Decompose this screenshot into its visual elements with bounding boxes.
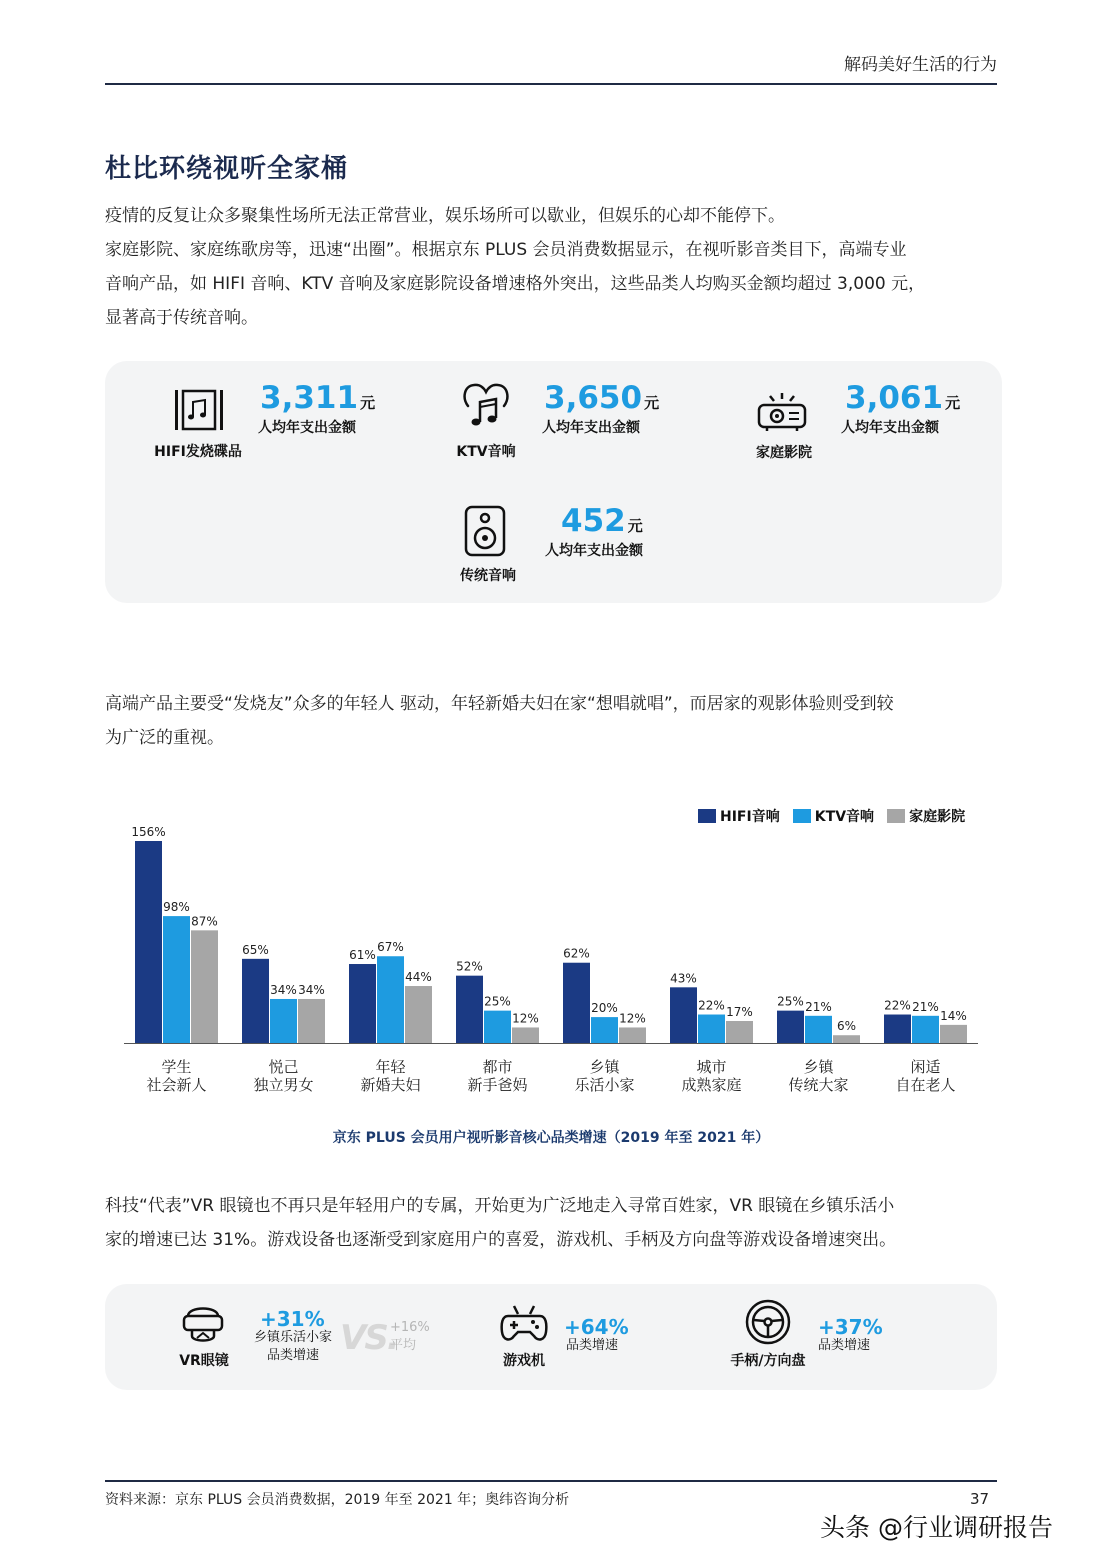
bar (912, 1016, 939, 1043)
vr-paragraph (105, 1189, 1005, 1257)
category-label: 年轻 (375, 1058, 406, 1076)
console-growth-desc: 品类增速 (566, 1338, 619, 1353)
data-label: 67% (377, 940, 404, 955)
data-label: 61% (349, 948, 376, 963)
intro-line: 音响产品，如 HIFI 音响、KTV 音响及家庭影院设备增速格外突出，这些品类人均购买金额均超过 3,000 元， (105, 274, 926, 294)
data-label: 156% (131, 825, 166, 839)
stat-label-hifi: HIFI发烧碟品 (154, 444, 242, 460)
bar (805, 1016, 832, 1043)
wheel-growth-value: +37% (818, 1315, 883, 1339)
data-label: 14% (940, 1008, 967, 1023)
data-label: 34% (270, 982, 297, 997)
bar (833, 1035, 860, 1043)
wheel-label: 手柄/方向盘 (730, 1353, 806, 1369)
legend-label-hifi: HIFI音响 (720, 808, 780, 825)
intro-line: 疫情的反复让众多聚集性场所无法正常营业，娱乐场所可以歇业，但娱乐的心却不能停下。 (105, 206, 785, 226)
data-label: 34% (298, 982, 325, 997)
data-label: 17% (726, 1004, 753, 1019)
data-label: 52% (456, 959, 483, 974)
data-label: 20% (591, 1001, 618, 1016)
data-label: 12% (619, 1011, 646, 1026)
wheel-growth-desc: 品类增速 (818, 1338, 871, 1353)
bar (512, 1027, 539, 1043)
bar (591, 1017, 618, 1043)
bar (726, 1021, 753, 1043)
stat-value-speaker: 452 元 (561, 503, 643, 539)
music-disc-icon (172, 388, 226, 436)
data-label: 43% (670, 971, 697, 986)
category-label: 悦己 (268, 1058, 299, 1076)
bar (884, 1015, 911, 1043)
watermark: 头条 @行业调研报告 (820, 1513, 1053, 1542)
console-growth-value: +64% (564, 1315, 629, 1339)
category-label: 闲适 (910, 1058, 941, 1076)
bar (940, 1025, 967, 1043)
bar (135, 841, 162, 1043)
data-label: 98% (163, 900, 190, 915)
vr-growth-desc (248, 1329, 338, 1365)
vs-mark: VS. (340, 1318, 398, 1358)
growth-bar-chart (0, 800, 1102, 1100)
vr-growth-value: +31% (260, 1307, 325, 1331)
bar (163, 916, 190, 1043)
bar (484, 1011, 511, 1043)
bar (456, 976, 483, 1043)
data-label: 22% (698, 998, 725, 1013)
data-label: 62% (563, 946, 590, 961)
steering-wheel-icon (744, 1298, 792, 1350)
bar (349, 964, 376, 1043)
data-label: 12% (512, 1011, 539, 1026)
bar (670, 987, 697, 1043)
vr-label: VR眼镜 (179, 1353, 229, 1369)
category-label: 新手爸妈 (467, 1076, 528, 1094)
vr-line: 科技“代表”VR 眼镜也不再只是年轻用户的专属，开始更为广泛地走入寻常百姓家，VR 眼镜在乡镇乐活小 (105, 1196, 895, 1216)
heart-music-note-icon (460, 382, 512, 436)
category-label: 乡镇 (589, 1058, 620, 1076)
category-label: 都市 (482, 1058, 513, 1076)
data-label: 6% (836, 1019, 857, 1034)
bar (242, 959, 269, 1043)
vr-headset-icon (180, 1300, 226, 1350)
intro-line: 家庭影院、家庭练歌房等，迅速“出圈”。根据京东 PLUS 会员消费数据显示，在视听影音类目下，高端专业 (105, 240, 907, 260)
vr-line: 家的增速已达 31%。游戏设备也逐渐受到家庭用户的喜爱，游戏机、手柄及方向盘等游戏设备增速突出。 (105, 1230, 897, 1250)
data-label: 21% (805, 999, 832, 1014)
driver-paragraph (105, 687, 1005, 755)
intro-paragraph (105, 199, 1005, 335)
bar (777, 1011, 804, 1043)
average-growth (390, 1319, 430, 1355)
data-label: 21% (912, 999, 939, 1014)
average-label: 平均 (390, 1338, 417, 1353)
stat-sub-ktv: 人均年支出金额 (542, 420, 640, 436)
chart-caption: 京东 PLUS 会员用户视听影音核心品类增速（2019 年至 2021 年） (332, 1130, 770, 1146)
intro-line: 显著高于传统音响。 (105, 308, 258, 328)
data-label: 87% (191, 914, 218, 929)
speaker-icon (464, 505, 506, 561)
stat-label-speaker: 传统音响 (460, 568, 516, 584)
category-label: 独立男女 (253, 1076, 314, 1094)
driver-line: 为广泛的重视。 (105, 728, 224, 748)
source-note: 资料来源：京东 PLUS 会员消费数据，2019 年至 2021 年；奥纬咨询分析 (105, 1492, 570, 1508)
data-label: 22% (884, 998, 911, 1013)
vr-desc-line: 品类增速 (266, 1348, 319, 1363)
category-label: 成熟家庭 (681, 1076, 742, 1094)
projector-icon (755, 391, 809, 439)
vr-desc-line: 乡镇乐活小家 (253, 1330, 332, 1345)
stat-value-hifi: 3,311 元 (260, 380, 376, 416)
legend-label-theater: 家庭影院 (909, 808, 966, 825)
stat-label-theater: 家庭影院 (756, 445, 812, 461)
data-label: 25% (484, 994, 511, 1009)
section-title: 杜比环绕视听全家桶 (105, 154, 349, 184)
category-label: 社会新人 (146, 1076, 207, 1094)
page-number: 37 (970, 1490, 990, 1508)
category-label: 新婚夫妇 (360, 1076, 421, 1094)
gamepad-icon (500, 1302, 548, 1350)
bar (405, 986, 432, 1043)
category-label: 乡镇 (803, 1058, 834, 1076)
stat-value-theater: 3,061 元 (845, 380, 961, 416)
bar (698, 1015, 725, 1043)
bar (619, 1027, 646, 1043)
stat-label-ktv: KTV音响 (456, 444, 516, 460)
stat-value-ktv: 3,650 元 (544, 380, 660, 416)
category-label: 传统大家 (788, 1076, 849, 1094)
category-label: 城市 (696, 1058, 727, 1076)
category-label: 乐活小家 (574, 1076, 635, 1094)
console-label: 游戏机 (503, 1353, 545, 1369)
header-divider (105, 83, 997, 85)
bar (298, 999, 325, 1043)
category-label: 自在老人 (895, 1076, 956, 1094)
data-label: 65% (242, 942, 269, 957)
category-label: 学生 (161, 1058, 192, 1076)
legend-label-ktv: KTV音响 (814, 808, 875, 825)
footer-divider (105, 1480, 997, 1482)
bar (191, 930, 218, 1043)
data-label: 44% (405, 970, 432, 985)
stat-sub-hifi: 人均年支出金额 (258, 420, 356, 436)
stat-sub-theater: 人均年支出金额 (841, 420, 939, 436)
header-title: 解码美好生活的行为 (844, 55, 997, 75)
average-value: +16% (390, 1320, 430, 1335)
driver-line: 高端产品主要受“发烧友”众多的年轻人 驱动，年轻新婚夫妇在家“想唱就唱”，而居家的观影体验则受到较 (105, 694, 894, 714)
bar (377, 956, 404, 1043)
stat-sub-speaker: 人均年支出金额 (545, 543, 643, 559)
bar (563, 963, 590, 1043)
data-label: 25% (777, 994, 804, 1009)
bar (270, 999, 297, 1043)
